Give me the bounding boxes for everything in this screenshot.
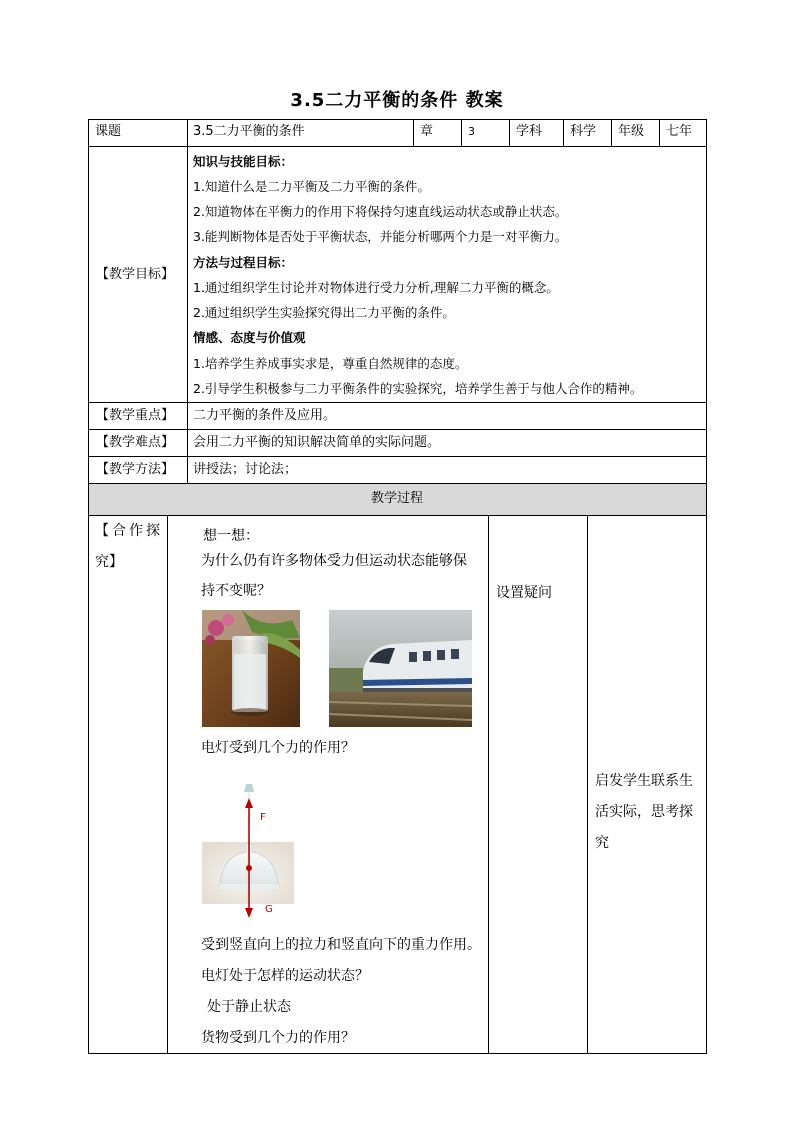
header-grade-label: 年级 [618, 124, 645, 139]
process-question-3: 电灯处于怎样的运动状态？ [201, 968, 369, 984]
header-subject-label: 学科 [516, 124, 543, 139]
process-label-line2: 究】 [95, 554, 123, 570]
goals-heading-knowledge: 知识与技能目标： [193, 154, 294, 169]
process-intent-line3: 究 [595, 835, 609, 851]
difficulty-text: 会用二力平衡的知识解决简单的实际问题。 [193, 435, 441, 450]
goals-knowledge-2: 2.知道物体在平衡力的作用下将保持匀速直线运动状态或静止状态。 [193, 204, 568, 219]
lamp-force-diagram [202, 782, 294, 918]
process-answer-2: 处于静止状态 [207, 999, 291, 1015]
process-label-line1: 【合作探 [95, 523, 163, 539]
goals-method-1: 1.通过组织学生讨论并对物体进行受力分析,理解二力平衡的概念。 [193, 280, 559, 295]
header-chapter-label: 章 [420, 124, 434, 139]
process-intent-line2: 活实际，思考探 [595, 804, 693, 820]
process-activity: 设置疑问 [496, 585, 552, 601]
water-glass-photo [202, 610, 300, 727]
method-label: 【教学方法】 [96, 462, 175, 477]
goals-attitude-2: 2.引导学生积极参与二力平衡条件的实验探究，培养学生善于与他人合作的精神。 [193, 381, 643, 396]
header-chapter-value: 3 [468, 125, 475, 138]
goals-method-2: 2.通过组织学生实验探究得出二力平衡的条件。 [193, 305, 455, 320]
force-label-f: F [260, 812, 266, 823]
header-course-label: 课题 [95, 124, 122, 139]
goals-knowledge-3: 3.能判断物体是否处于平衡状态，并能分析哪两个力是一对平衡力。 [193, 229, 568, 244]
process-header: 教学过程 [370, 491, 423, 506]
process-question-1b: 持不变呢？ [201, 583, 271, 599]
process-answer-1: 受到竖直向上的拉力和竖直向下的重力作用。 [201, 937, 481, 953]
difficulty-label: 【教学难点】 [96, 435, 175, 450]
goals-attitude-1: 1.培养学生养成事实求是，尊重自然规律的态度。 [193, 356, 468, 371]
goals-heading-method: 方法与过程目标： [193, 255, 294, 270]
header-grade-value: 七年 [666, 124, 693, 139]
process-question-2: 电灯受到几个力的作用？ [201, 740, 355, 756]
goals-knowledge-1: 1.知道什么是二力平衡及二力平衡的条件。 [193, 179, 430, 194]
force-label-g: G [265, 904, 273, 915]
focus-label: 【教学重点】 [96, 408, 175, 423]
header-subject-value: 科学 [570, 124, 597, 139]
process-think: 想一想： [203, 528, 259, 544]
train-photo [329, 610, 472, 727]
goals-heading-attitude: 情感、态度与价值观 [193, 330, 306, 345]
page-title: 3.5二力平衡的条件 教案 [290, 90, 504, 111]
method-text: 讲授法；讨论法； [193, 462, 298, 477]
process-question-1a: 为什么仍有许多物体受力但运动状态能够保 [201, 553, 467, 569]
focus-text: 二力平衡的条件及应用。 [193, 408, 337, 423]
process-question-4: 货物受到几个力的作用？ [201, 1030, 355, 1046]
header-course-value: 3.5二力平衡的条件 [193, 124, 305, 139]
process-intent-line1: 启发学生联系生 [595, 773, 693, 789]
goals-label: 【教学目标】 [96, 267, 175, 282]
